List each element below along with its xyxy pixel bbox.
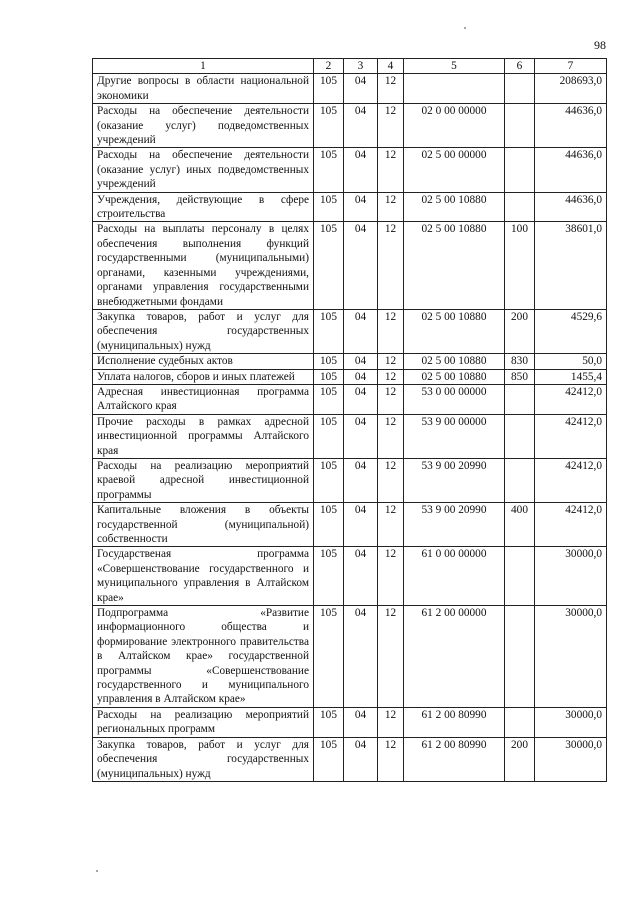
row-subsection-cell: 12 bbox=[378, 148, 404, 192]
row-expense-type-cell: 850 bbox=[505, 369, 535, 384]
row-target-article-cell: 02 5 00 10880 bbox=[404, 309, 505, 353]
row-name-cell: Исполнение судебных актов bbox=[93, 354, 314, 369]
row-subsection-cell: 12 bbox=[378, 547, 404, 606]
row-target-article-cell: 53 9 00 00000 bbox=[404, 414, 505, 458]
row-amount-cell: 44636,0 bbox=[535, 192, 607, 222]
row-expense-type-cell bbox=[505, 148, 535, 192]
row-subsection-cell: 12 bbox=[378, 707, 404, 737]
row-target-article-cell: 53 9 00 20990 bbox=[404, 503, 505, 547]
row-name-cell: Расходы на выплаты персоналу в целях обеспечения выполнения функций государственными (муниципальными) органами, казенными учреждениями, органами управления государственными внебюджетными фондами bbox=[93, 222, 314, 309]
row-amount-cell: 30000,0 bbox=[535, 707, 607, 737]
page-number: 98 bbox=[594, 38, 606, 52]
row-name-cell: Расходы на реализацию мероприятий краевой адресной инвестиционной программы bbox=[93, 458, 314, 502]
row-amount-cell: 38601,0 bbox=[535, 222, 607, 309]
row-name-cell: Учреждения, действующие в сфере строительства bbox=[93, 192, 314, 222]
row-expense-type-cell bbox=[505, 192, 535, 222]
row-target-article-cell: 02 5 00 10880 bbox=[404, 354, 505, 369]
row-subsection-cell: 12 bbox=[378, 222, 404, 309]
row-amount-cell: 44636,0 bbox=[535, 148, 607, 192]
row-amount-cell: 44636,0 bbox=[535, 104, 607, 148]
row-expense-type-cell: 100 bbox=[505, 222, 535, 309]
row-subsection-cell: 12 bbox=[378, 503, 404, 547]
table-row bbox=[93, 192, 607, 222]
table-body bbox=[93, 74, 607, 782]
row-target-article-cell: 02 5 00 10880 bbox=[404, 222, 505, 309]
row-subsection-cell: 12 bbox=[378, 192, 404, 222]
row-amount-cell: 42412,0 bbox=[535, 414, 607, 458]
row-subsection-cell: 12 bbox=[378, 737, 404, 781]
row-section-cell: 04 bbox=[344, 606, 378, 708]
row-subsection-cell: 12 bbox=[378, 104, 404, 148]
table-row bbox=[93, 458, 607, 502]
row-subsection-cell: 12 bbox=[378, 74, 404, 104]
row-ministry-code-cell: 105 bbox=[314, 74, 344, 104]
row-name-cell: Расходы на реализацию мероприятий региональных программ bbox=[93, 707, 314, 737]
row-target-article-cell: 61 2 00 80990 bbox=[404, 707, 505, 737]
row-target-article-cell bbox=[404, 74, 505, 104]
row-amount-cell: 208693,0 bbox=[535, 74, 607, 104]
row-target-article-cell: 02 5 00 10880 bbox=[404, 192, 505, 222]
row-amount-cell: 42412,0 bbox=[535, 503, 607, 547]
row-expense-type-cell bbox=[505, 606, 535, 708]
row-section-cell: 04 bbox=[344, 369, 378, 384]
row-expense-type-cell bbox=[505, 547, 535, 606]
row-target-article-cell: 53 9 00 20990 bbox=[404, 458, 505, 502]
row-section-cell: 04 bbox=[344, 503, 378, 547]
row-ministry-code-cell: 105 bbox=[314, 737, 344, 781]
column-header: 7 bbox=[535, 59, 607, 74]
table-row bbox=[93, 354, 607, 369]
row-target-article-cell: 61 0 00 00000 bbox=[404, 547, 505, 606]
row-amount-cell: 30000,0 bbox=[535, 547, 607, 606]
table-row bbox=[93, 309, 607, 353]
row-section-cell: 04 bbox=[344, 104, 378, 148]
column-header: 6 bbox=[505, 59, 535, 74]
row-ministry-code-cell: 105 bbox=[314, 414, 344, 458]
row-name-cell: Уплата налогов, сборов и иных платежей bbox=[93, 369, 314, 384]
row-expense-type-cell bbox=[505, 104, 535, 148]
row-amount-cell: 1455,4 bbox=[535, 369, 607, 384]
table-row bbox=[93, 707, 607, 737]
row-section-cell: 04 bbox=[344, 707, 378, 737]
row-subsection-cell: 12 bbox=[378, 606, 404, 708]
row-section-cell: 04 bbox=[344, 414, 378, 458]
row-name-cell: Прочие расходы в рамках адресной инвестиционной программы Алтайского края bbox=[93, 414, 314, 458]
row-expense-type-cell bbox=[505, 707, 535, 737]
row-ministry-code-cell: 105 bbox=[314, 148, 344, 192]
row-target-article-cell: 02 5 00 10880 bbox=[404, 369, 505, 384]
scan-speck bbox=[96, 870, 98, 872]
row-amount-cell: 4529,6 bbox=[535, 309, 607, 353]
table-row bbox=[93, 414, 607, 458]
budget-table bbox=[92, 58, 607, 782]
row-subsection-cell: 12 bbox=[378, 369, 404, 384]
row-ministry-code-cell: 105 bbox=[314, 384, 344, 414]
table-row bbox=[93, 547, 607, 606]
row-amount-cell: 42412,0 bbox=[535, 384, 607, 414]
row-name-cell: Государственая программа «Совершенствование государственного и муниципального управления в Алтайском крае» bbox=[93, 547, 314, 606]
row-amount-cell: 30000,0 bbox=[535, 737, 607, 781]
table-row bbox=[93, 606, 607, 708]
row-name-cell: Капитальные вложения в объекты государственной (муниципальной) собственности bbox=[93, 503, 314, 547]
table-row bbox=[93, 369, 607, 384]
scan-speck bbox=[464, 27, 466, 29]
column-header: 3 bbox=[344, 59, 378, 74]
row-ministry-code-cell: 105 bbox=[314, 104, 344, 148]
row-section-cell: 04 bbox=[344, 458, 378, 502]
row-name-cell: Подпрограмма «Развитие информационного общества и формирование электронного правительства в Алтайском крае» государственной программы «Совершенствование государственного и муниципального управления в Алтайском крае» bbox=[93, 606, 314, 708]
table-header-row bbox=[93, 59, 607, 74]
row-subsection-cell: 12 bbox=[378, 384, 404, 414]
row-ministry-code-cell: 105 bbox=[314, 503, 344, 547]
row-expense-type-cell bbox=[505, 74, 535, 104]
row-ministry-code-cell: 105 bbox=[314, 458, 344, 502]
row-name-cell: Расходы на обеспечение деятельности (оказание услуг) иных подведомственных учреждений bbox=[93, 148, 314, 192]
row-name-cell: Закупка товаров, работ и услуг для обеспечения государственных (муниципальных) нужд bbox=[93, 309, 314, 353]
row-section-cell: 04 bbox=[344, 354, 378, 369]
row-expense-type-cell: 200 bbox=[505, 737, 535, 781]
row-expense-type-cell: 830 bbox=[505, 354, 535, 369]
row-name-cell: Другие вопросы в области национальной экономики bbox=[93, 74, 314, 104]
row-ministry-code-cell: 105 bbox=[314, 606, 344, 708]
table-row bbox=[93, 503, 607, 547]
row-subsection-cell: 12 bbox=[378, 414, 404, 458]
table-row bbox=[93, 74, 607, 104]
row-ministry-code-cell: 105 bbox=[314, 547, 344, 606]
row-target-article-cell: 61 2 00 00000 bbox=[404, 606, 505, 708]
row-ministry-code-cell: 105 bbox=[314, 222, 344, 309]
table-row bbox=[93, 222, 607, 309]
row-target-article-cell: 61 2 00 80990 bbox=[404, 737, 505, 781]
row-ministry-code-cell: 105 bbox=[314, 309, 344, 353]
row-section-cell: 04 bbox=[344, 148, 378, 192]
row-subsection-cell: 12 bbox=[378, 354, 404, 369]
column-header: 4 bbox=[378, 59, 404, 74]
row-section-cell: 04 bbox=[344, 74, 378, 104]
row-subsection-cell: 12 bbox=[378, 309, 404, 353]
row-section-cell: 04 bbox=[344, 547, 378, 606]
row-name-cell: Адресная инвестиционная программа Алтайского края bbox=[93, 384, 314, 414]
column-header: 2 bbox=[314, 59, 344, 74]
row-expense-type-cell: 200 bbox=[505, 309, 535, 353]
column-header: 1 bbox=[93, 59, 314, 74]
table-row bbox=[93, 384, 607, 414]
row-expense-type-cell bbox=[505, 458, 535, 502]
row-name-cell: Расходы на обеспечение деятельности (оказание услуг) подведомственных учреждений bbox=[93, 104, 314, 148]
row-ministry-code-cell: 105 bbox=[314, 707, 344, 737]
row-subsection-cell: 12 bbox=[378, 458, 404, 502]
row-ministry-code-cell: 105 bbox=[314, 354, 344, 369]
row-section-cell: 04 bbox=[344, 384, 378, 414]
row-expense-type-cell: 400 bbox=[505, 503, 535, 547]
row-expense-type-cell bbox=[505, 414, 535, 458]
row-amount-cell: 30000,0 bbox=[535, 606, 607, 708]
table-row bbox=[93, 104, 607, 148]
row-section-cell: 04 bbox=[344, 737, 378, 781]
row-section-cell: 04 bbox=[344, 309, 378, 353]
row-ministry-code-cell: 105 bbox=[314, 369, 344, 384]
row-section-cell: 04 bbox=[344, 192, 378, 222]
table-row bbox=[93, 148, 607, 192]
row-section-cell: 04 bbox=[344, 222, 378, 309]
row-target-article-cell: 02 5 00 00000 bbox=[404, 148, 505, 192]
row-amount-cell: 50,0 bbox=[535, 354, 607, 369]
row-target-article-cell: 02 0 00 00000 bbox=[404, 104, 505, 148]
row-ministry-code-cell: 105 bbox=[314, 192, 344, 222]
column-header: 5 bbox=[404, 59, 505, 74]
row-amount-cell: 42412,0 bbox=[535, 458, 607, 502]
table-row bbox=[93, 737, 607, 781]
row-expense-type-cell bbox=[505, 384, 535, 414]
row-name-cell: Закупка товаров, работ и услуг для обеспечения государственных (муниципальных) нужд bbox=[93, 737, 314, 781]
row-target-article-cell: 53 0 00 00000 bbox=[404, 384, 505, 414]
